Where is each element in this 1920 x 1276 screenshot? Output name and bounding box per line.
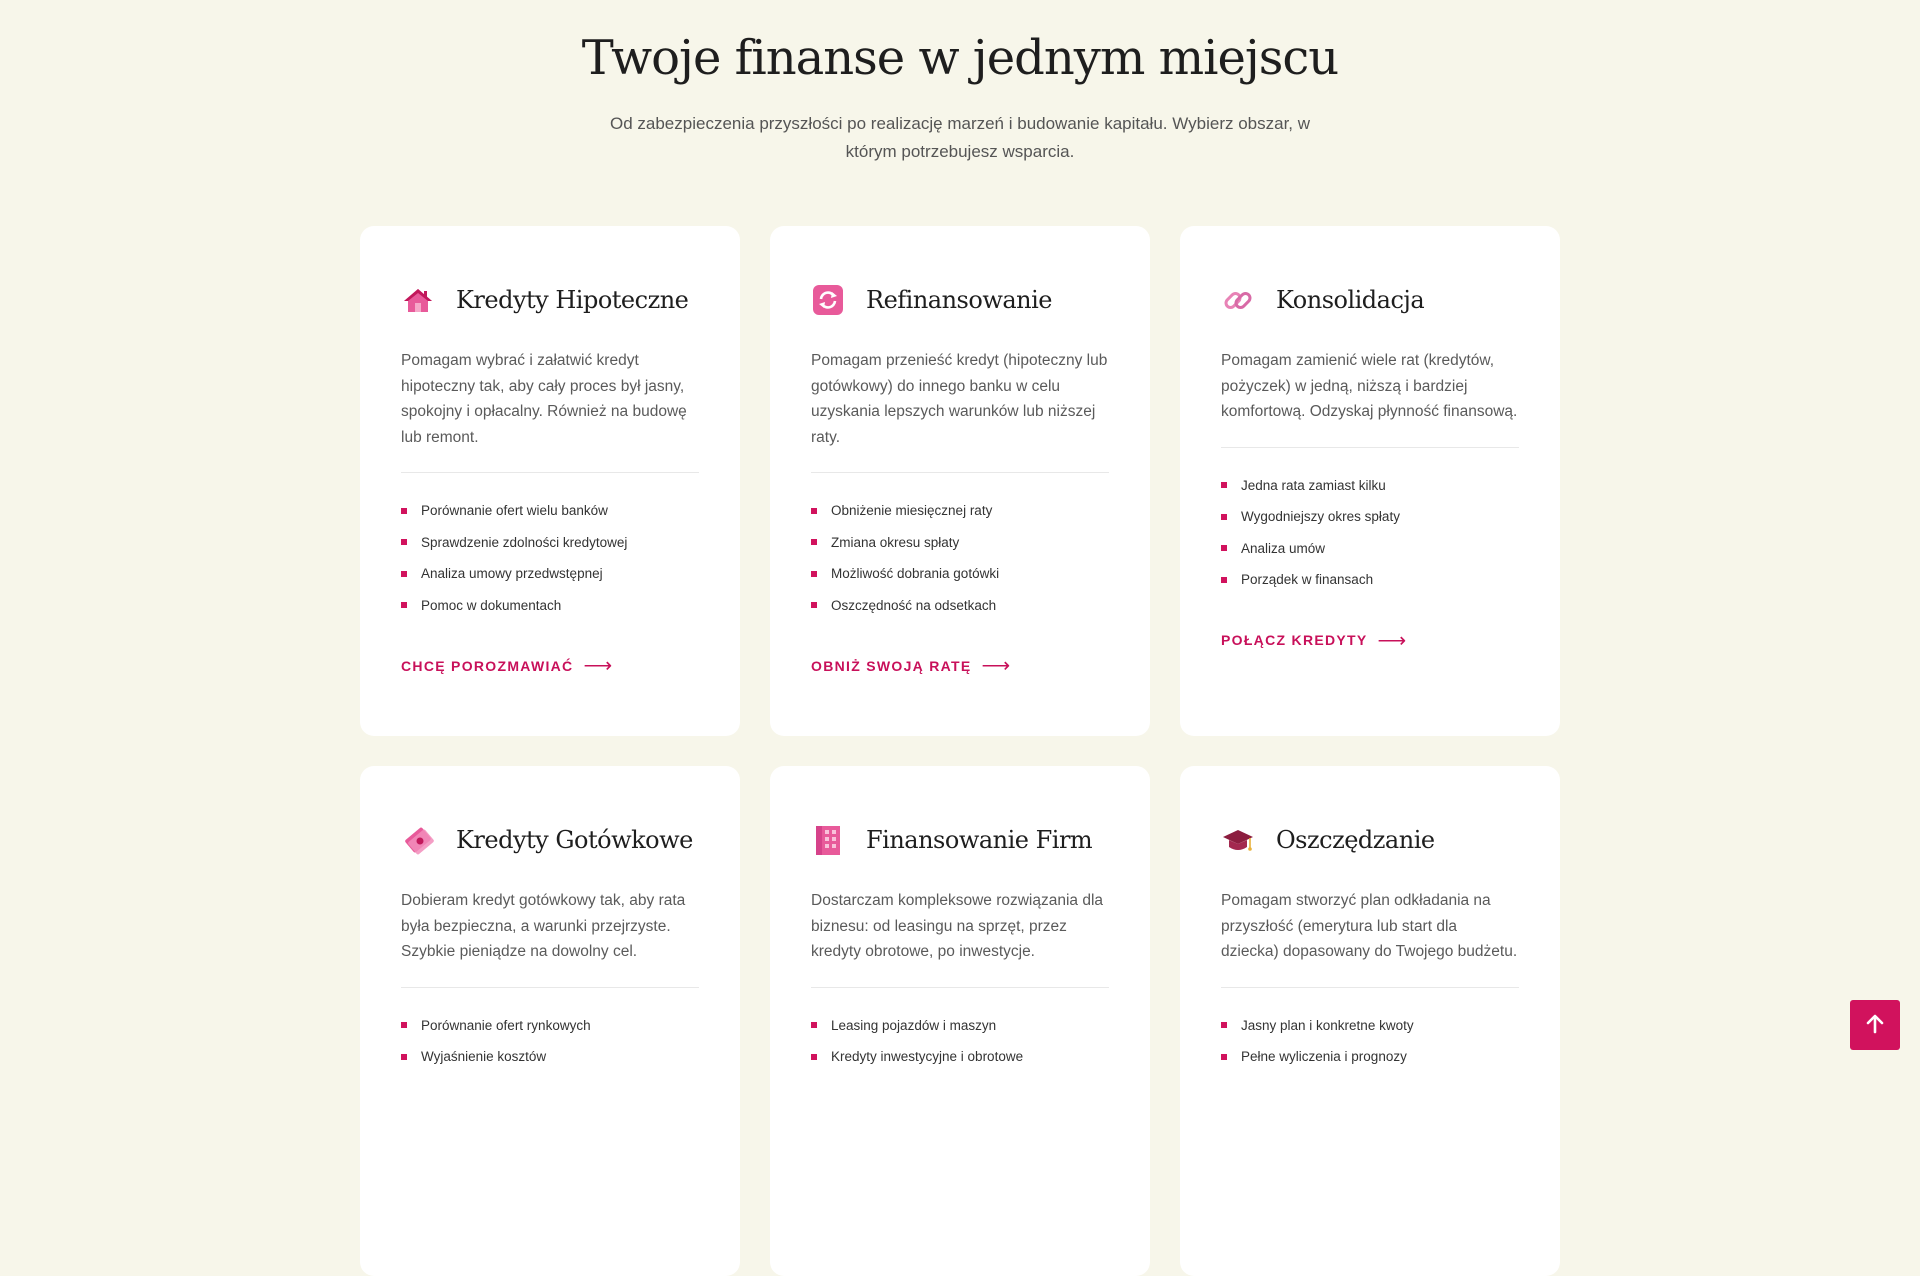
bullet-icon (811, 1054, 817, 1060)
card-description: Dostarczam kompleksowe rozwiązania dla biznesu: od leasingu na sprzęt, przez kredyty obrotowe, po inwestycje. (811, 892, 1104, 960)
list-item (401, 590, 699, 622)
cta-label: POŁĄCZ KREDYTY (1221, 632, 1368, 648)
arrow-right-icon: ⟶ (981, 655, 1011, 677)
feature-text: Porównanie ofert rynkowych (421, 1017, 591, 1033)
arrow-up-icon (1864, 1013, 1886, 1038)
list-item (1221, 1041, 1519, 1073)
card-description: Dobieram kredyt gotówkowy tak, aby rata była bezpieczna, a warunki przejrzyste. Szybkie pieniądze na dowolny cel. (401, 892, 686, 960)
feature-text: Pełne wyliczenia i prognozy (1241, 1049, 1407, 1064)
link-icon (1221, 283, 1255, 317)
bullet-icon (401, 508, 407, 514)
card-title: Oszczędzanie (1276, 826, 1435, 854)
feature-text: Wygodniejszy okres spłaty (1241, 509, 1400, 524)
card-header (401, 818, 699, 862)
feature-text: Kredyty inwestycyjne i obrotowe (831, 1049, 1024, 1064)
cta-label: OBNIŻ SWOJĄ RATĘ (811, 657, 972, 674)
bullet-icon (1221, 1022, 1227, 1028)
bullet-icon (811, 1022, 817, 1028)
bullet-icon (401, 539, 407, 545)
bullet-icon (811, 508, 817, 514)
office-building-icon (811, 823, 845, 857)
feature-list (401, 1010, 699, 1073)
bullet-icon (401, 1054, 407, 1060)
feature-text: Obniżenie miesięcznej raty (831, 503, 993, 518)
graduation-cap-icon (1221, 823, 1255, 857)
bullet-icon (401, 571, 407, 577)
bullet-icon (401, 1022, 407, 1028)
list-item (401, 1010, 699, 1042)
divider (811, 987, 1109, 988)
cta-link-combine[interactable] (1221, 628, 1406, 653)
list-item (1221, 533, 1519, 565)
card-title: Finansowanie Firm (866, 826, 1093, 854)
feature-list (811, 495, 1109, 621)
service-card-consolidation (1180, 226, 1560, 736)
bullet-icon (1221, 482, 1227, 488)
card-description: Pomagam wybrać i załatwić kredyt hipoteczny tak, aby cały proces był jasny, spokojny i opłacalny. Również na budowę lub remont. (401, 352, 687, 446)
bullet-icon (1221, 1054, 1227, 1060)
card-header (811, 278, 1109, 322)
card-title: Konsolidacja (1276, 286, 1425, 314)
cta-link-talk[interactable] (401, 653, 612, 678)
card-title: Kredyty Gotówkowe (456, 826, 693, 854)
list-item (811, 527, 1109, 559)
feature-list (811, 1010, 1109, 1073)
feature-text: Leasing pojazdów i maszyn (831, 1017, 997, 1033)
bullet-icon (811, 539, 817, 545)
card-header (1221, 818, 1519, 862)
divider (401, 987, 699, 988)
money-icon (401, 823, 435, 857)
feature-text: Możliwość dobrania gotówki (831, 566, 1000, 581)
list-item (1221, 470, 1519, 502)
card-title: Kredyty Hipoteczne (456, 286, 689, 314)
section-title: Twoje finanse w jednym miejscu (581, 30, 1339, 86)
list-item (401, 558, 699, 590)
list-item (1221, 564, 1519, 596)
divider (811, 472, 1109, 473)
list-item (401, 527, 699, 559)
section-subtitle: Od zabezpieczenia przyszłości po realizację marzeń i budowanie kapitału. Wybierz obszar, w którym potrzebujesz wsparcia. (610, 114, 1311, 161)
divider (1221, 447, 1519, 448)
card-description: Pomagam zamienić wiele rat (kredytów, pożyczek) w jedną, niższą i bardziej komfortową. Odzyskaj płynność finansową. (1221, 352, 1518, 420)
arrow-right-icon: ⟶ (1377, 629, 1407, 652)
bullet-icon (1221, 514, 1227, 520)
bullet-icon (811, 571, 817, 577)
services-grid (360, 226, 1560, 1276)
service-card-cash-loans (360, 766, 740, 1276)
bullet-icon (811, 602, 817, 608)
feature-text: Oszczędność na odsetkach (831, 597, 997, 613)
feature-text: Analiza umowy przedwstępnej (421, 566, 603, 581)
bullet-icon (401, 602, 407, 608)
feature-text: Zmiana okresu spłaty (831, 534, 960, 550)
list-item (1221, 1010, 1519, 1042)
feature-text: Porządek w finansach (1241, 572, 1374, 587)
service-card-refinancing (770, 226, 1150, 736)
list-item (401, 495, 699, 527)
service-card-mortgage (360, 226, 740, 736)
cta-link-lower-rate[interactable] (811, 653, 1010, 678)
feature-text: Pomoc w dokumentach (421, 597, 562, 613)
arrow-right-icon: ⟶ (583, 655, 613, 677)
card-description: Pomagam przenieść kredyt (hipoteczny lub gotówkowy) do innego banku w celu uzyskania lepszych warunków lub niższej raty. (811, 352, 1108, 446)
list-item (811, 590, 1109, 622)
list-item (811, 1041, 1109, 1073)
feature-text: Analiza umów (1241, 540, 1326, 556)
list-item (811, 558, 1109, 590)
divider (1221, 987, 1519, 988)
feature-text: Sprawdzenie zdolności kredytowej (421, 534, 628, 550)
list-item (401, 1041, 699, 1073)
card-description: Pomagam stworzyć plan odkładania na przyszłość (emerytura lub start dla dziecka) dopasowany do Twojego budżetu. (1221, 892, 1518, 960)
bullet-icon (1221, 577, 1227, 583)
list-item (1221, 501, 1519, 533)
feature-text: Jasny plan i konkretne kwoty (1241, 1017, 1414, 1033)
bullet-icon (1221, 545, 1227, 551)
service-card-savings (1180, 766, 1560, 1276)
list-item (811, 495, 1109, 527)
divider (401, 472, 699, 473)
scroll-to-top-button[interactable] (1850, 1000, 1900, 1050)
feature-text: Wyjaśnienie kosztów (421, 1049, 547, 1064)
card-header (401, 278, 699, 322)
refresh-icon (811, 283, 845, 317)
service-card-business-financing (770, 766, 1150, 1276)
card-title: Refinansowanie (866, 286, 1053, 314)
feature-text: Jedna rata zamiast kilku (1241, 477, 1386, 493)
feature-list (1221, 1010, 1519, 1073)
house-icon (401, 283, 435, 317)
feature-text: Porównanie ofert wielu banków (421, 503, 608, 518)
list-item (811, 1010, 1109, 1042)
feature-list (1221, 470, 1519, 596)
cta-label: CHCĘ POROZMAWIAĆ (401, 657, 574, 674)
feature-list (401, 495, 699, 621)
card-header (1221, 278, 1519, 322)
card-header (811, 818, 1109, 862)
